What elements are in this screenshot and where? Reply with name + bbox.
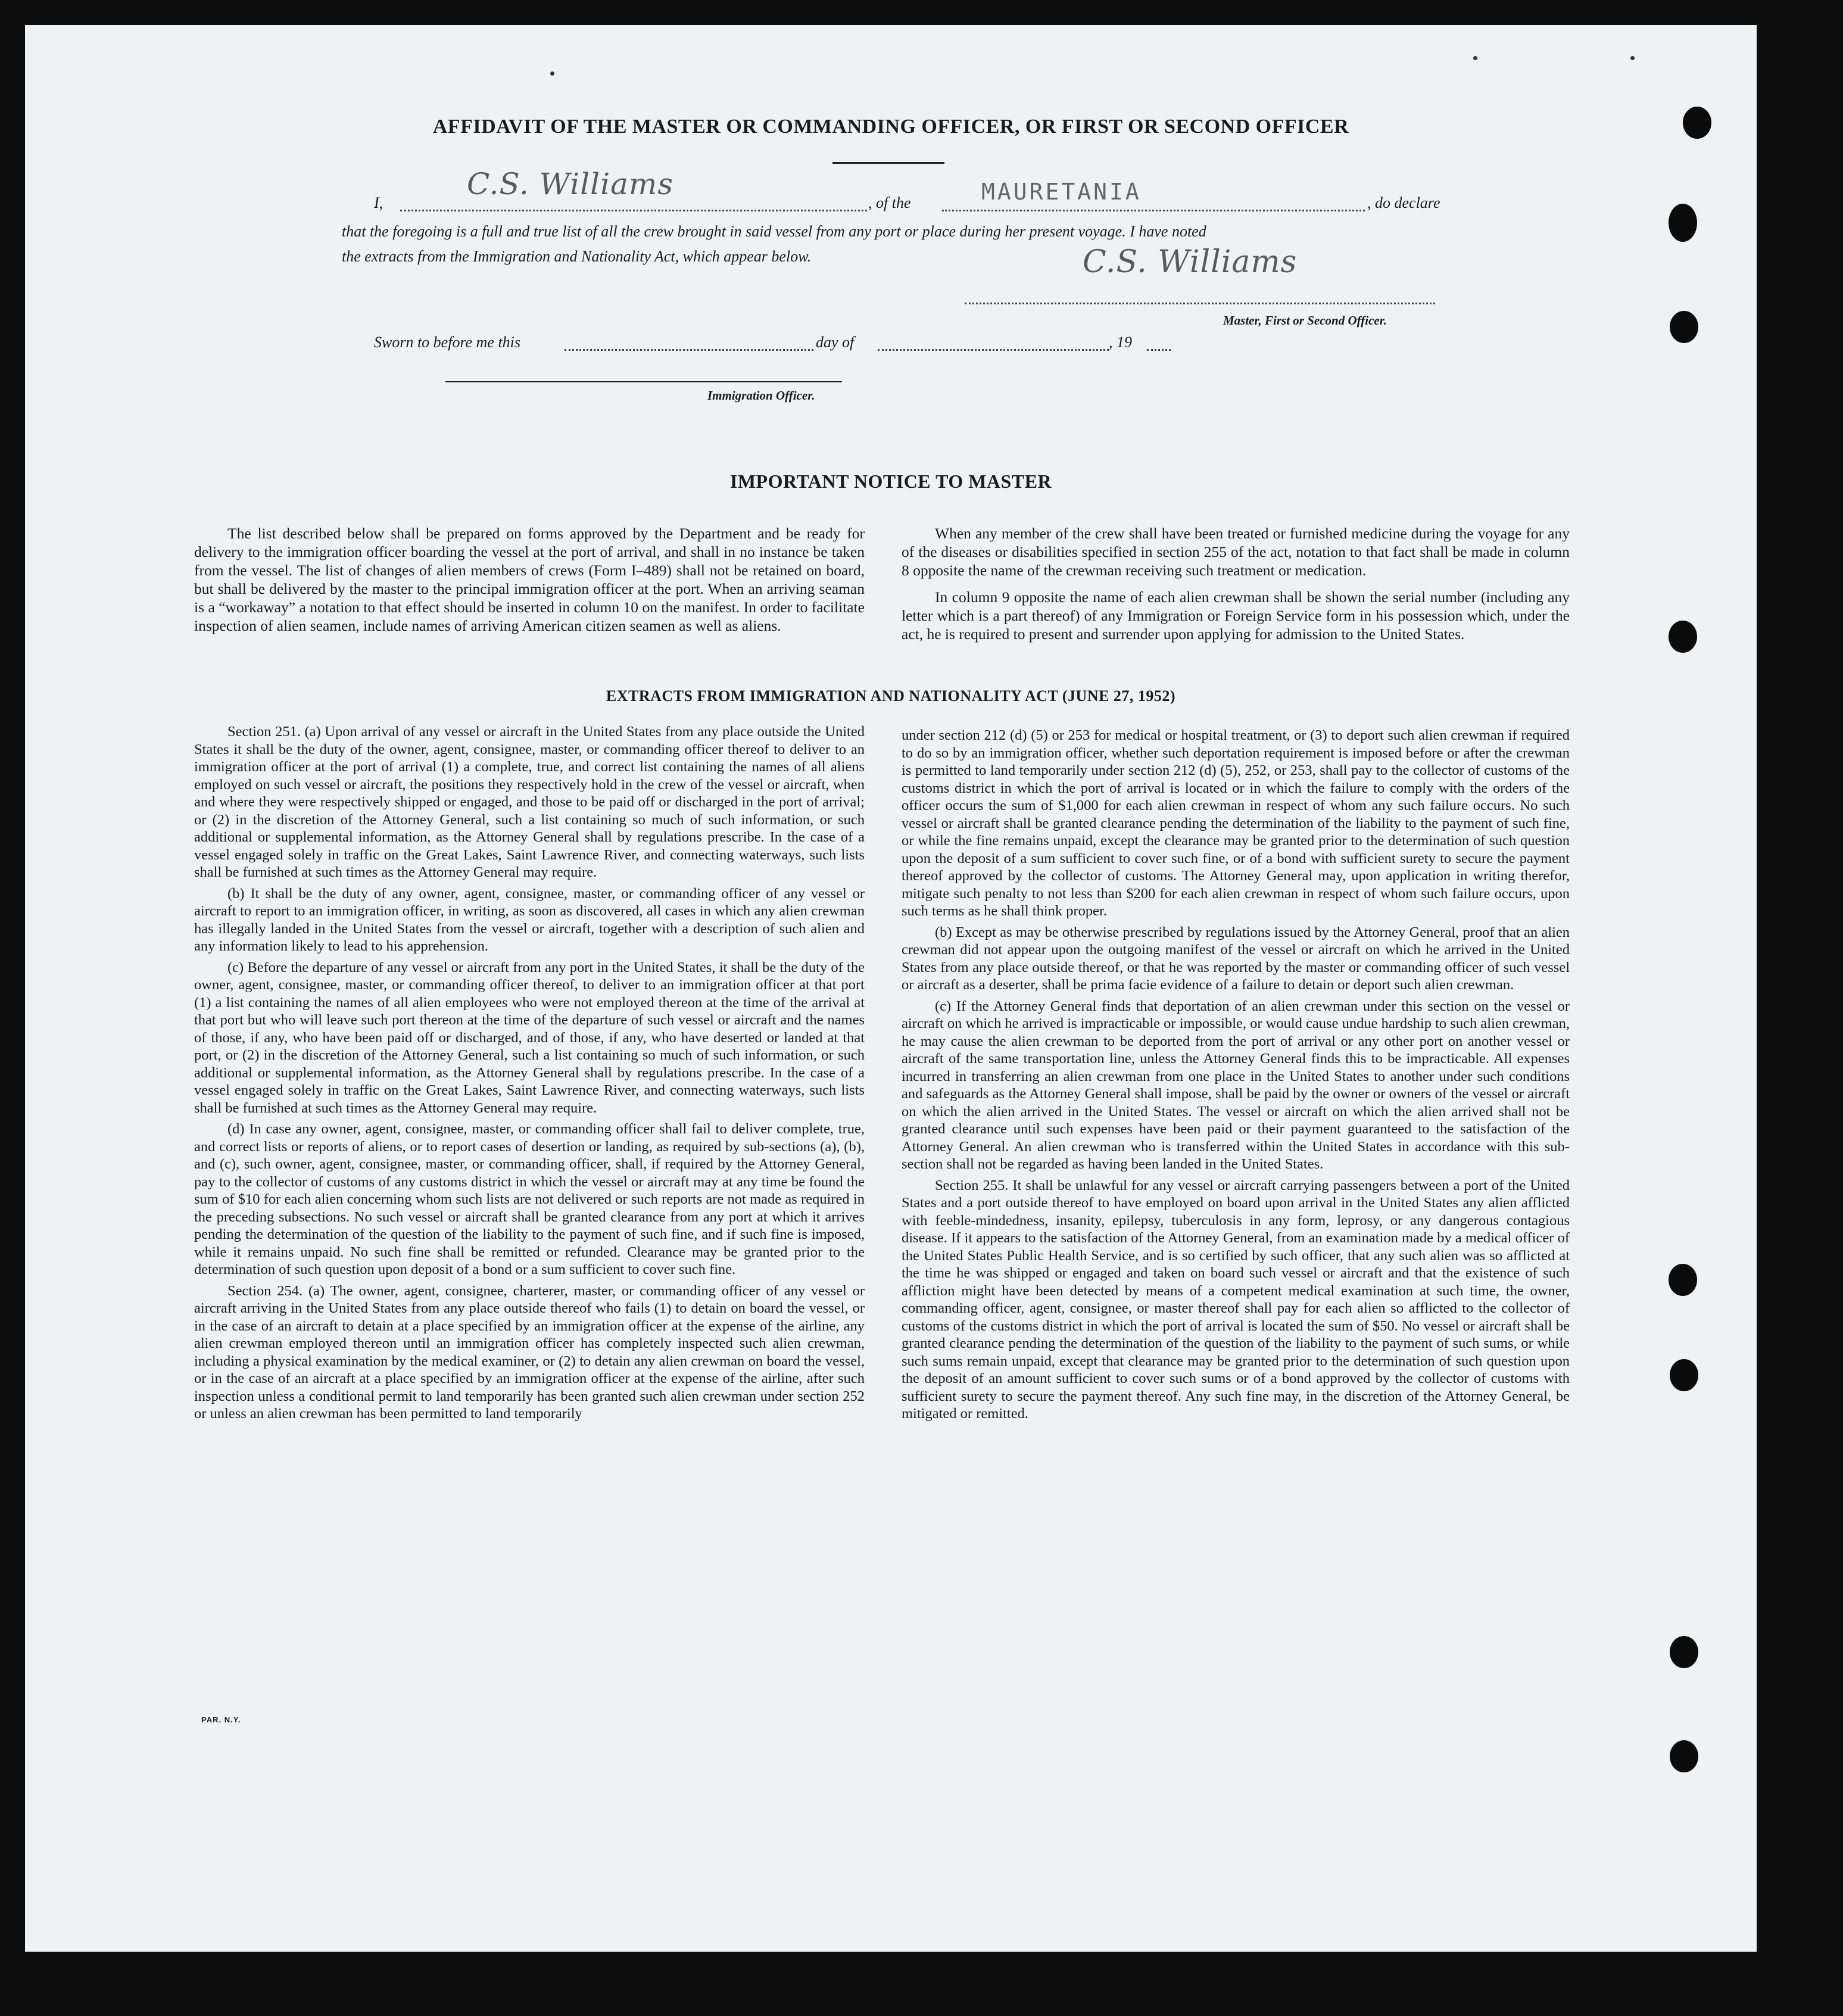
binder-hole	[1670, 1359, 1698, 1391]
scan-speck	[1630, 56, 1635, 60]
notice-title: IMPORTANT NOTICE TO MASTER	[729, 470, 1052, 492]
extracts-title: EXTRACTS FROM IMMIGRATION AND NATIONALITY ACT (JUNE 27, 1952)	[606, 687, 1176, 705]
notice-right-column	[902, 524, 1570, 643]
section-251-d: (d) In case any owner, agent, consignee, master, or commanding officer shall fail to deliver complete, true, and correct lists or reports of aliens, or to report cases of desertion or landing, as required by sub-sections (a), (b), and (c), such owner, agent, consignee, master, or commanding officer, shall, if required by the Attorney General, pay to the collector of customs of any customs district in which the vessel or aircraft may at any time be found the sum of $10 for each alien concerning whom such lists are not delivered or such reports are not made as required in the preceding subsections. No such vessel or aircraft shall be granted clearance from any port at which it arrives pending the determination of the question of the liability to the payment of such fine, and if such fine is imposed, while it remains unpaid. No such fine shall be remitted or refunded. Clearance may be granted prior to the determination of such question upon deposit of a bond or a sum sufficient to cover such fine.	[194, 1121, 865, 1277]
notice-right-paragraph-1: When any member of the crew shall have been treated or furnished medicine during the voyage for any of the diseases or disabilities specified in section 255 of the act, notation to that fact shall be made in column 8 opposite the name of the crewman receiving such treatment or medication.	[902, 525, 1570, 579]
section-251-b: (b) It shall be the duty of any owner, agent, consignee, master, or commanding officer of any vessel or aircraft to report to an immigration officer, in writing, as soon as discovered, all cases in which any alien crewman has illegally landed in the United States from the vessel or aircraft, together with a description of such alien and any information likely to lead to his apprehension.	[194, 885, 865, 954]
i-label: I,	[374, 194, 383, 211]
scan-speck	[1473, 56, 1477, 60]
immigration-officer-caption: Immigration Officer.	[707, 388, 815, 403]
binder-hole	[1669, 1264, 1697, 1296]
vessel-name-stamp: MAURETANIA	[981, 179, 1142, 205]
binder-hole	[1670, 1636, 1698, 1668]
title-underline	[832, 162, 944, 164]
binder-hole	[1670, 1740, 1698, 1772]
affidavit-title: AFFIDAVIT OF THE MASTER OR COMMANDING OFFICER, OR FIRST OR SECOND OFFICER	[432, 116, 1349, 138]
of-the-label: , of the	[868, 194, 911, 211]
binder-hole	[1669, 204, 1697, 242]
notice-right-paragraph-2: In column 9 opposite the name of each alien crewman shall be shown the serial number (including any letter which is a part thereof) of any Immigration or Foreign Service form in his possession which, under the act, he is required to present and surrender upon applying for admission to the United States.	[902, 588, 1570, 643]
section-254-a-continued: under section 212 (d) (5) or 253 for medical or hospital treatment, or (3) to deport such alien crewman if required to do so by an immigration officer, whether such deportation requirement is imposed before or after the crewman is permitted to land temporarily under section 212 (d) (5), 252, or 253, shall pay to the collector of customs of the customs district in which the port of arrival is located or in which the failure to comply with the orders of the officer occurs the sum of $1,000 for each alien crewman in respect of whom any such failure occurs. No such vessel or aircraft shall be granted clearance pending the determination of the liability to the payment of such fine, or while the fine remains unpaid, except the clearance may be granted prior to the determination of such question upon the deposit of a sum sufficient to cover such fine, or of a bond with sufficient surety to secure the payment thereof approved by the collector of customs. The Attorney General may, upon application in writing therefor, mitigate such penalty to not less than $200 for each alien crewman in respect of whom such failure occurs, upon such terms as he shall think proper.	[902, 727, 1570, 919]
vessel-line	[942, 210, 1365, 211]
section-251-a: Section 251. (a) Upon arrival of any vessel or aircraft in the United States from any place outside the United States it shall be the duty of the owner, agent, consignee, master, or commanding officer thereof to deliver to an immigration officer at the port of arrival (1) a complete, true, and correct list containing the names of all aliens employed on such vessel or aircraft, the positions they respectively hold in the crew of the vessel or aircraft, when and where they were respectively shipped or engaged, and those to be paid off or discharged in the port of arrival; or (2) in the discretion of the Attorney General, such a list containing so much of such information, or such additional or supplemental information, as the Attorney General shall by regulations prescribe. In the case of a vessel engaged solely in traffic on the Great Lakes, Saint Lawrence River, and connecting waterways, such lists shall be furnished at such times as the Attorney General may require.	[194, 724, 865, 880]
notice-left-column	[194, 524, 865, 635]
extracts-right-column	[902, 727, 1570, 1423]
declaration-text-line-3: the extracts from the Immigration and Nationality Act, which appear below.	[342, 248, 812, 265]
immigration-officer-line	[445, 381, 842, 382]
signature-caption: Master, First or Second Officer.	[1223, 313, 1387, 328]
signature-line	[965, 303, 1435, 304]
section-255: Section 255. It shall be unlawful for any vessel or aircraft carrying passengers between a port of the United States and a port outside thereof to have employed on board upon arrival in the United States any alien afflicted with feeble-mindedness, insanity, epilepsy, tuberculosis in any form, leprosy, or any dangerous contagious disease. If it appears to the satisfaction of the Attorney General, from an examination made by a medical officer of the United States Public Health Service, and is so certified by such officer, that any such alien was so afflicted at the time he was shipped or engaged and taken on board such vessel or aircraft and that the existence of such affliction might have been detected by means of a competent medical examination at such time, the owner, commanding officer, agent, consignee, or master thereof shall pay for each alien so afflicted to the collector of customs of the customs district in which the port of arrival is located the sum of $50. No vessel or aircraft shall be granted clearance pending the determination of the question of the liability to the payment of such sums, or while such sums remain unpaid, except that clearance may be granted prior to the determination of such question upon the deposit of an amount sufficient to cover such sums or of a bond approved by the collector of customs with sufficient surety to secure the payment thereof. Any such fine may, in the discretion of the Attorney General, be mitigated or remitted.	[902, 1177, 1570, 1422]
printer-mark: PAR. N.Y.	[201, 1715, 241, 1724]
notice-left-paragraph: The list described below shall be prepared on forms approved by the Department and be ready for delivery to the immigration officer boarding the vessel at the port of arrival, and shall in no instance be taken from the vessel. The list of changes of alien members of crews (Form I–489) shall not be retained on board, but shall be delivered by the master to the principal immigration officer at the port. When an arriving seaman is a “workaway” a notation to that effect should be inserted in column 10 on the manifest. In order to facilitate inspection of alien seamen, include names of arriving American citizen seamen as well as aliens.	[194, 525, 865, 634]
year-label: , 19	[1109, 334, 1132, 351]
declaration-text-line-2: that the foregoing is a full and true list of all the crew brought in said vessel from any port or place during her present voyage. I have noted	[342, 223, 1206, 240]
section-251-c: (c) Before the departure of any vessel or aircraft from any port in the United States, it shall be the duty of the owner, agent, consignee, master, or commanding officer thereof, to deliver to an immigration officer at that port (1) a list containing the names of all alien employees who were not employed thereon at the time of the arrival at that port but who will leave such port thereon at the time of the departure of such vessel or aircraft and the names of those, if any, who have been paid off or discharged, and of those, if any, who have deserted or landed at that port, or (2) in the discretion of the Attorney General, such a list containing so much of such information, or such additional or supplemental information, as the Attorney General shall by regulations prescribe. In the case of a vessel engaged solely in traffic on the Great Lakes, Saint Lawrence River, and connecting waterways, such lists shall be furnished at such times as the Attorney General may require.	[194, 959, 865, 1116]
section-254-a: Section 254. (a) The owner, agent, consignee, charterer, master, or commanding officer of any vessel or aircraft arriving in the United States from any place outside thereof who fails (1) to detain on board the vessel, or in the case of an aircraft to detain at a place specified by an immigration officer at the expense of the airline, any alien crewman employed thereon until an immigration officer has completely inspected such alien crewman, including a physical examination by the medical examiner, or (2) to detain any alien crewman on board the vessel, or in the case of an aircraft at a place specified by an immigration officer at the expense of the airline, after such inspection unless a conditional permit to land temporarily has been granted such alien crewman under section 252 or unless an alien crewman has been permitted to land temporarily	[194, 1282, 865, 1422]
section-254-b: (b) Except as may be otherwise prescribed by regulations issued by the Attorney General, proof that an alien crewman did not appear upon the outgoing manifest of the vessel or aircraft on which he arrived in the United States from any place outside thereof, or that he was reported by the master or commanding officer of such vessel or aircraft as a deserter, shall be prima facie evidence of a failure to detain or deport such alien crewman.	[902, 924, 1570, 993]
sworn-month-line	[878, 349, 1109, 351]
binder-hole	[1669, 621, 1697, 653]
binder-hole	[1670, 311, 1698, 343]
sworn-label: Sworn to before me this	[374, 334, 521, 351]
sworn-day-line	[565, 349, 813, 351]
sworn-year-line	[1147, 349, 1171, 351]
master-name-handwritten: C.S. Williams	[467, 167, 673, 201]
section-254-c: (c) If the Attorney General finds that deportation of an alien crewman under this section on the vessel or aircraft on which he arrived is impracticable or impossible, or would cause undue hardship to such alien crewman, he may cause the alien crewman to be deported from the port of arrival or any other port on another vessel or aircraft of the same transportation line, unless the Attorney General finds this to be impracticable. All expenses incurred in transferring an alien crewman from one place in the United States to another under such conditions and safeguards as the Attorney General shall impose, shall be paid by the owner or owners of the vessel or aircraft on which the alien arrived in the United States. The vessel or aircraft on which the alien arrived shall not be granted clearance until such expenses have been paid or their payment guaranteed to the satisfaction of the Attorney General. An alien crewman who is transferred within the United States in accordance with this sub-section shall not be regarded as having been landed in the United States.	[902, 998, 1570, 1172]
day-of-label: day of	[816, 334, 855, 351]
scan-speck	[550, 71, 554, 76]
master-signature: C.S. Williams	[1083, 244, 1298, 280]
name-line	[400, 210, 867, 211]
do-declare-label: , do declare	[1367, 194, 1440, 211]
form-page	[25, 25, 1757, 1952]
extracts-left-column	[194, 723, 865, 1423]
